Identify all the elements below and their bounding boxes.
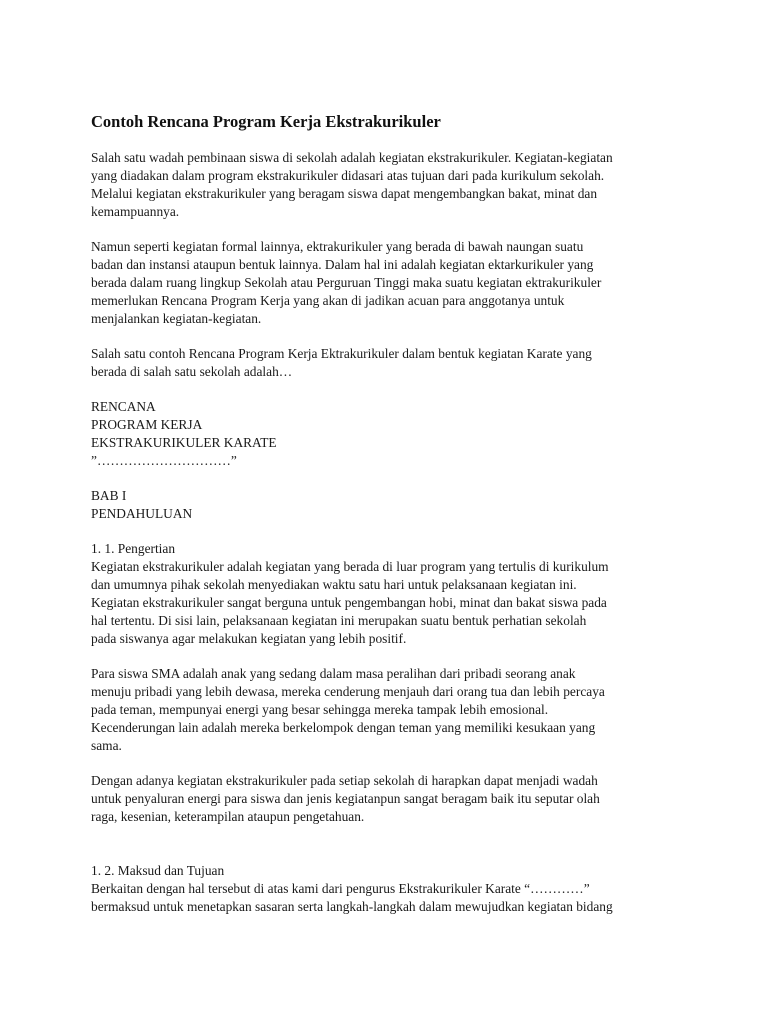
text-line: Berkaitan dengan hal tersebut di atas kami dari pengurus Ekstrakurikuler Karate “…………” (91, 881, 590, 896)
heading-line: RENCANA (91, 399, 156, 414)
text-line: yang diadakan dalam program ekstrakurikuler didasari atas tujuan dari pada kurikulum sekolah. (91, 168, 605, 183)
text-line: Salah satu wadah pembinaan siswa di sekolah adalah kegiatan ekstrakurikuler. Kegiatan-kegiatan (91, 150, 613, 165)
text-line: badan dan instansi ataupun bentuk lainnya. Dalam hal ini adalah kegiatan ektarkurikuler yang (91, 257, 594, 272)
text-line: pada siswanya agar melakukan kegiatan yang lebih positif. (91, 631, 407, 646)
paragraph-spacer (91, 328, 691, 345)
chapter-title: PENDAHULUAN (91, 506, 193, 521)
chapter-heading-block (91, 487, 691, 523)
text-line: Kecenderungan lain adalah mereka berkelompok dengan teman yang memiliki kesukaan yang (91, 720, 596, 735)
text-line: Melalui kegiatan ekstrakurikuler yang beragam siswa dapat mengembangkan bakat, minat dan (91, 186, 598, 201)
section-heading: 1. 1. Pengertian (91, 541, 176, 556)
text-line: Dengan adanya kegiatan ekstrakurikuler pada setiap sekolah di harapkan dapat menjadi wadah (91, 773, 598, 788)
paragraph-spacer (91, 470, 691, 487)
text-line: untuk penyaluran energi para siswa dan jenis kegiatanpun sangat beragam baik itu seputar olah (91, 791, 600, 806)
heading-line: PROGRAM KERJA (91, 417, 203, 432)
paragraph-spacer (91, 648, 691, 665)
text-line: hal tertentu. Di sisi lain, pelaksanaan kegiatan ini merupakan suatu bentuk perhatian sekolah (91, 613, 587, 628)
text-line: Kegiatan ekstrakurikuler sangat berguna untuk pengembangan hobi, minat dan bakat siswa pada (91, 595, 607, 610)
text-line: Namun seperti kegiatan formal lainnya, ektrakurikuler yang berada di bawah naungan suatu (91, 239, 584, 254)
text-line: raga, kesenian, keterampilan ataupun pengetahuan. (91, 809, 365, 824)
text-line: menuju pribadi yang lebih dewasa, mereka cenderung menjauh dari orang tua dan lebih percaya (91, 684, 605, 699)
program-heading-block (91, 398, 691, 470)
intro-paragraph-3 (91, 345, 691, 381)
text-line: berada di salah satu sekolah adalah… (91, 364, 293, 379)
heading-line: ”…………………………” (91, 453, 237, 468)
text-line: memerlukan Rencana Program Kerja yang akan di jadikan acuan para anggotanya untuk (91, 293, 565, 308)
paragraph-spacer (91, 755, 691, 772)
section-2-paragraph (91, 862, 691, 916)
text-line: menjalankan kegiatan-kegiatan. (91, 311, 262, 326)
text-line: berada dalam ruang lingkup Sekolah atau Perguruan Tinggi maka suatu kegiatan ektrakurikuler (91, 275, 602, 290)
document-body (91, 111, 691, 916)
text-line: Kegiatan ekstrakurikuler adalah kegiatan yang berada di luar program yang tertulis di kurikulum (91, 559, 609, 574)
document-title: Contoh Rencana Program Kerja Ekstrakurikuler (91, 112, 441, 131)
text-line: kemampuannya. (91, 204, 180, 219)
paragraph-spacer (91, 523, 691, 540)
intro-paragraph-2 (91, 238, 691, 328)
paragraph-spacer (91, 381, 691, 398)
intro-paragraph-1 (91, 149, 691, 221)
section-spacer (91, 826, 691, 862)
section-heading: 1. 2. Maksud dan Tujuan (91, 863, 225, 878)
section-1-paragraph-3 (91, 772, 691, 826)
text-line: Salah satu contoh Rencana Program Kerja Ektrakurikuler dalam bentuk kegiatan Karate yang (91, 346, 592, 361)
text-line: dan umumnya pihak sekolah menyediakan waktu satu hari untuk pelaksanaan kegiatan ini. (91, 577, 577, 592)
section-1-paragraph-2 (91, 665, 691, 755)
chapter-number: BAB I (91, 488, 127, 503)
text-line: sama. (91, 738, 122, 753)
text-line: bermaksud untuk menetapkan sasaran serta langkah-langkah dalam mewujudkan kegiatan bidang (91, 899, 613, 914)
heading-line: EKSTRAKURIKULER KARATE (91, 435, 277, 450)
text-line: Para siswa SMA adalah anak yang sedang dalam masa peralihan dari pribadi seorang anak (91, 666, 576, 681)
text-line: pada teman, mempunyai energi yang besar sehingga mereka tampak lebih emosional. (91, 702, 549, 717)
paragraph-spacer (91, 221, 691, 238)
section-1-paragraph-1 (91, 540, 691, 648)
